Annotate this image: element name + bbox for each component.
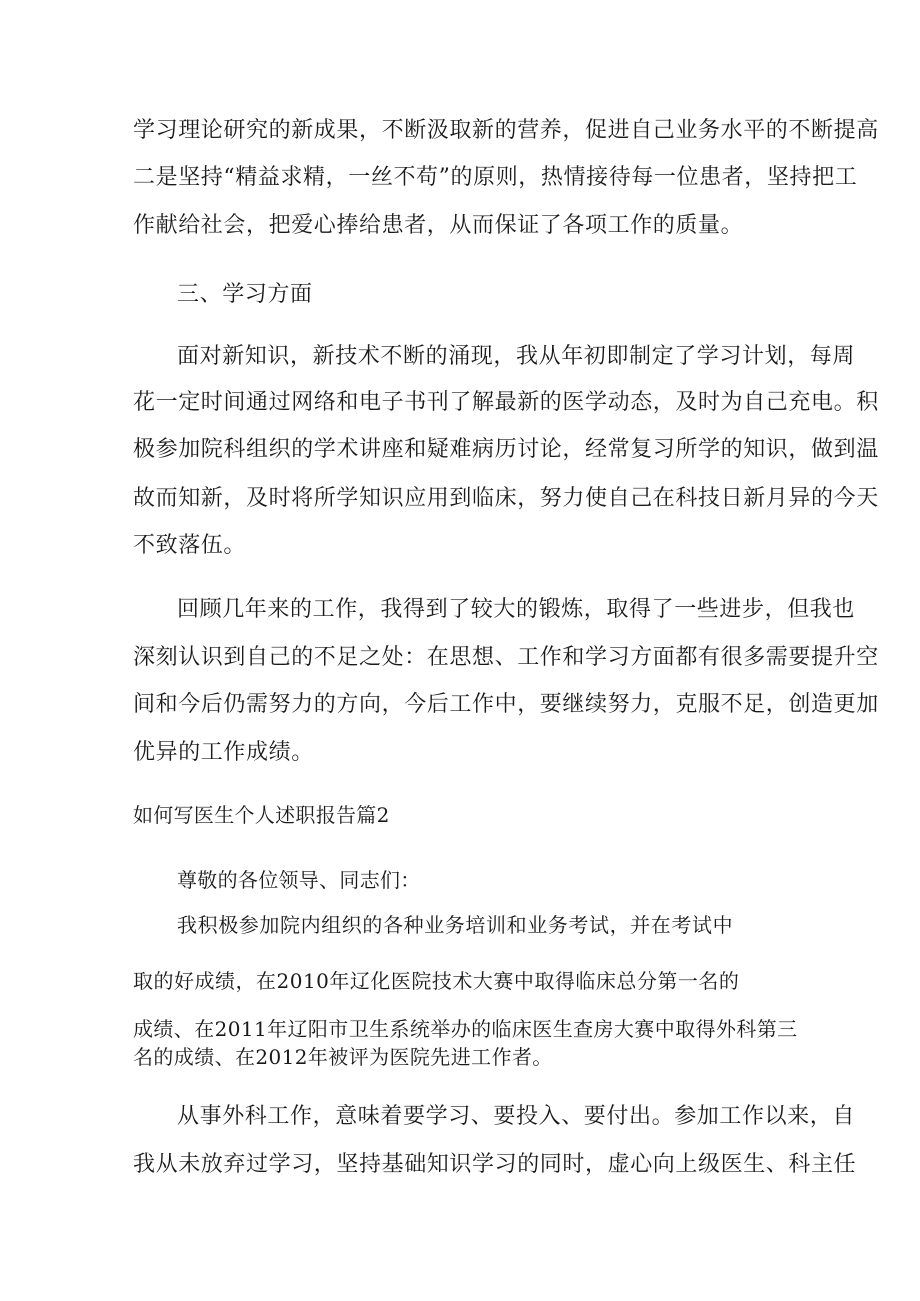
body-text-line: 花一定时间通过网络和电子书刊了解最新的医学动态，及时为自己充电。积	[133, 390, 879, 415]
body-text-line: 极参加院科组织的学术讲座和疑难病历讨论，经常复习所学的知识，做到温	[133, 437, 879, 462]
body-text-line: 名的成绩、在2012年被评为医院先进工作者。	[133, 1045, 553, 1069]
document-subtitle: 如何写医生个人述职报告篇2	[133, 803, 390, 827]
body-text-line: 我从未放弃过学习，坚持基础知识学习的同时，虚心向上级医生、科主任	[133, 1152, 857, 1177]
body-text-line: 从事外科工作，意味着要学习、要投入、要付出。参加工作以来，自	[177, 1104, 856, 1129]
body-text-line: 深刻认识到自己的不足之处：在思想、工作和学习方面都有很多需要提升空	[133, 645, 879, 670]
body-text-line: 不致落伍。	[133, 533, 247, 558]
body-text-line: 回顾几年来的工作，我得到了较大的锻炼，取得了一些进步，但我也	[177, 597, 856, 622]
body-text-line: 我积极参加院内组织的各种业务培训和业务考试，并在考试中	[177, 913, 734, 937]
body-text-line: 优异的工作成绩。	[133, 740, 314, 765]
body-text-line: 取的好成绩，在2010年辽化医院技术大赛中取得临床总分第一名的	[133, 969, 740, 993]
body-text-line: 故而知新，及时将所学知识应用到临床，努力使自己在科技日新月异的今天	[133, 486, 879, 511]
body-text-line: 间和今后仍需努力的方向，今后工作中，要继续努力，克服不足，创造更加	[133, 692, 879, 717]
body-text-line: 成绩、在2011年辽阳市卫生系统举办的临床医生查房大赛中取得外科第三	[133, 1017, 798, 1041]
section-heading: 三、学习方面	[177, 282, 313, 307]
body-text-line: 二是坚持“精益求精，一丝不苟”的原则，热情接待每一位患者，坚持把工	[133, 165, 858, 190]
body-text-line: 学习理论研究的新成果，不断汲取新的营养，促进自己业务水平的不断提高	[133, 118, 879, 143]
greeting-line: 尊敬的各位领导、同志们：	[177, 868, 421, 892]
body-text-line: 面对新知识，新技术不断的涌现，我从年初即制定了学习计划，每周	[177, 344, 856, 369]
body-text-line: 作献给社会，把爱心捧给患者，从而保证了各项工作的质量。	[133, 213, 744, 238]
